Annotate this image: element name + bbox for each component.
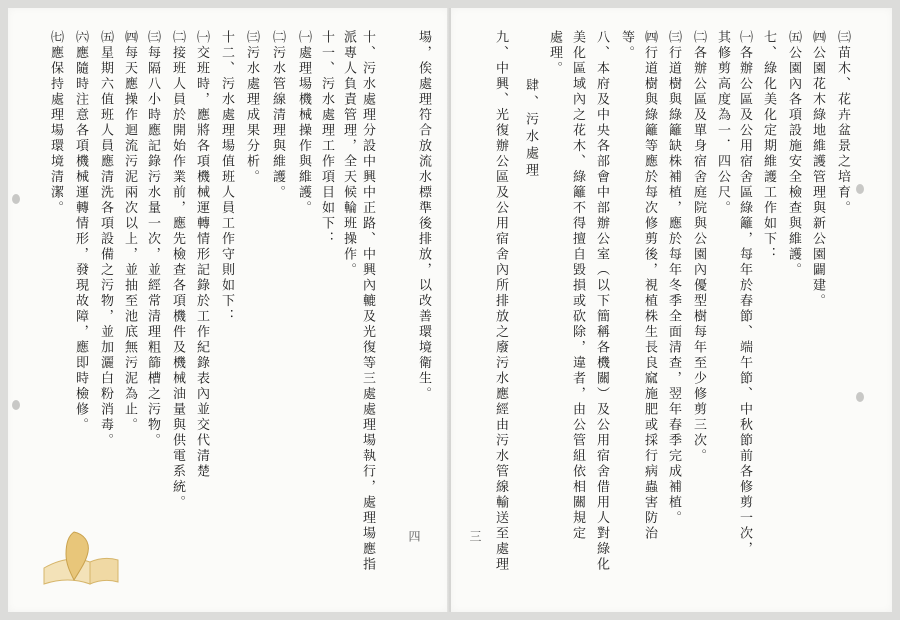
page-number: 四 [407,530,421,542]
left-page [8,8,449,612]
text-column: 十、污水處理分設中興中正路、中興內轆及光復等三處處理場執行，處理場應指 [360,30,375,573]
text-column: 七、綠化美化定期維護工作如下： [761,30,776,263]
text-column: ㈤星期六值班人員應清洗各項設備之污物，並加灑白粉消毒。 [98,30,113,449]
text-column: ㈣公園花木綠地維護管理與新公園闢建。 [810,30,825,309]
taiwan-map-book-logo-icon [38,528,124,588]
text-column: ㈣行道樹與綠籬等應於每次修剪後，視植株生長良窳施肥或採行病蟲害防治 [642,30,657,542]
text-column: ㈠處理場機械操作與維護。 [296,30,311,216]
section-heading: 肆、污水處理 [523,78,538,180]
document-spread [8,8,892,612]
text-column: 派專人負責管理，全天候輪班操作。 [341,30,356,278]
text-column: 十一、污水處理工作項目如下： [319,30,334,247]
text-column: 八、本府及中央各部會中部辦公室（以下簡稱各機關）及公用宿舍借用人對綠化 [594,30,609,573]
text-column: ㈢苗木、花卉盆景之培育。 [835,30,850,216]
right-page [451,8,892,612]
text-column: ㈡污水管線清理與維護。 [270,30,285,201]
text-column: 十二、污水處理場值班人員工作守則如下： [219,30,234,325]
binding-hole [856,184,864,194]
text-column: ㈡各辦公區及單身宿舍庭院與公園內優型樹每年至少修剪三次。 [691,30,706,464]
text-column: ㈤公園內各項設施安全檢查與維護。 [786,30,801,278]
binding-hole [856,392,864,402]
text-column: ㈦應保持處理場環境清潔。 [48,30,63,216]
binding-hole [12,400,20,410]
text-column: 美化區域內之花木、綠籬不得擅自毀損或砍除，違者，由公管組依相關規定 [570,30,585,542]
binding-hole [12,194,20,204]
page-number: 三 [468,530,482,542]
text-column: ㈥應隨時注意各項機械運轉情形，發現故障，應即時檢修。 [73,30,88,433]
text-column: 九、中興、光復辦公區及公用宿舍內所排放之廢污水應經由污水管線輸送至處理 [493,30,508,573]
text-column: ㈢污水處理成果分析。 [244,30,259,185]
text-column: ㈣每天應操作迴流污泥兩次以上，並抽至池底無污泥為止。 [122,30,137,433]
text-column: ㈠交班時，應將各項機械運轉情形記錄於工作紀錄表內並交代清楚 [194,30,209,480]
text-column: ㈠各辦公區及公用宿舍區綠籬，每年於春節、端午節、中秋節前各修剪一次， [737,30,752,557]
text-column: 場，俟處理符合放流水標準後排放，以改善環境衛生。 [416,30,431,402]
text-column: 等。 [619,30,634,61]
text-column: 其修剪高度為一．四公尺。 [715,30,730,216]
text-column: ㈢行道樹與綠籬缺株補植，應於每年冬季全面清查，翌年春季完成補植。 [666,30,681,526]
text-column: ㈡接班人員於開始作業前，應先檢查各項機件及機械油量與供電系統。 [170,30,185,511]
text-column: 處理。 [547,30,562,77]
text-column: ㈢每隔八小時應記錄污水量一次，並經常清理粗篩槽之污物。 [145,30,160,449]
